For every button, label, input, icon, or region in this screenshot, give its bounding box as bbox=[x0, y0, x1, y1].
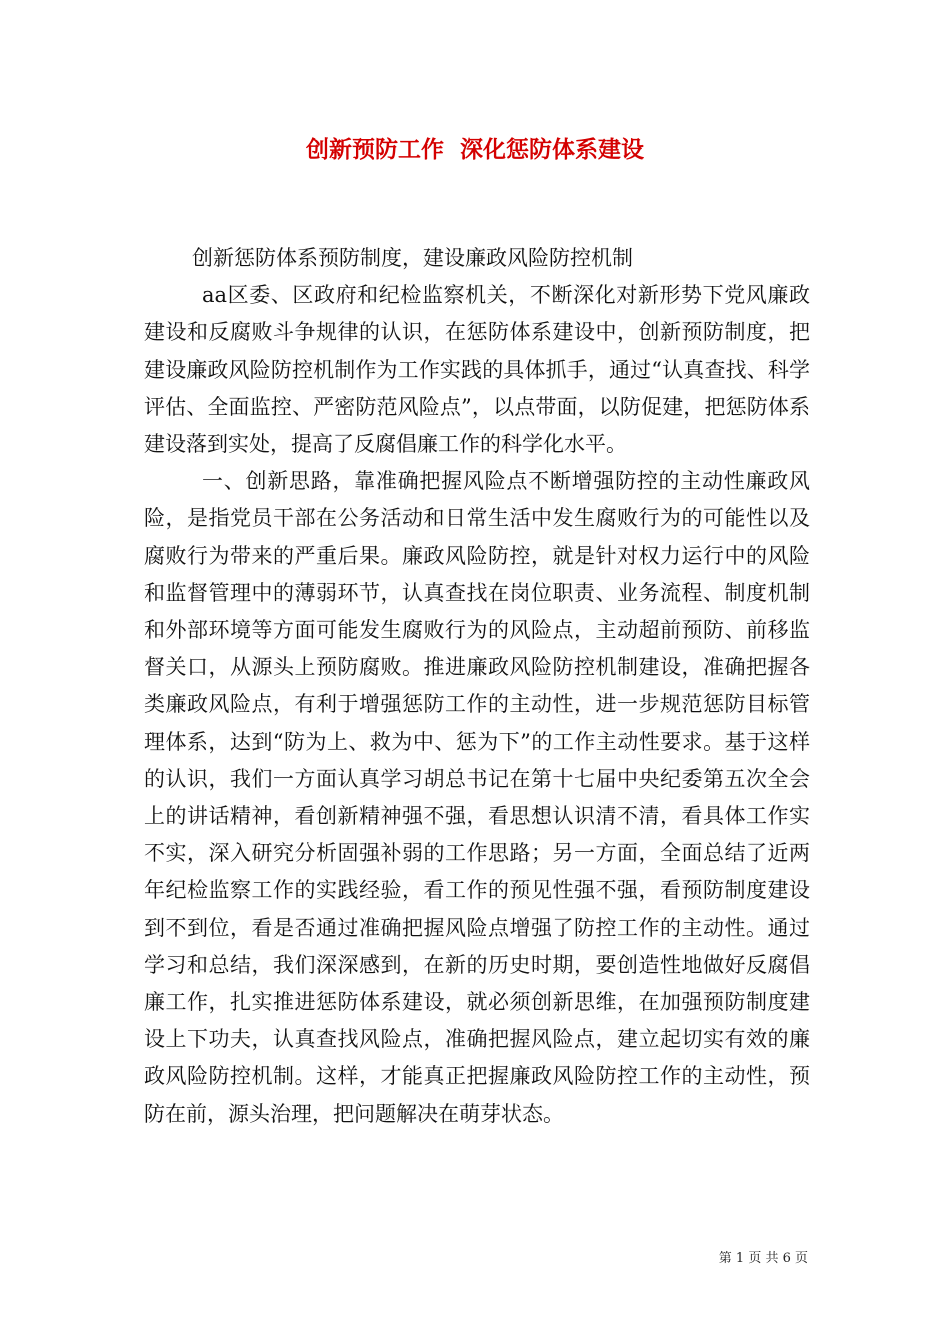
page-number-footer: 第 1 页 共 6 页 bbox=[718, 1251, 808, 1266]
document-body bbox=[144, 240, 810, 1133]
paragraph-intro: aa区委、区政府和纪检监察机关，不断深化对新形势下党风廉政建设和反腐败斗争规律的认识，在惩防体系建设中，创新预防制度，把建设廉政风险防控机制作为工作实践的具体抓手，通过“认真查找、科学评估、全面监控、严密防范风险点”，以点带面，以防促建，把惩防体系建设落到实处，提高了反腐倡廉工作的科学化水平。 bbox=[144, 283, 810, 457]
document-title: 创新预防工作 深化惩防体系建设 bbox=[305, 136, 644, 163]
paragraph-section-one: 一、创新思路，靠准确把握风险点不断增强防控的主动性廉政风险，是指党员干部在公务活动和日常生活中发生腐败行为的可能性以及腐败行为带来的严重后果。廉政风险防控，就是针对权力运行中的风险和监督管理中的薄弱环节，认真查找在岗位职责、业务流程、制度机制和外部环境等方面可能发生腐败行为的风险点，主动超前预防、前移监督关口，从源头上预防腐败。推进廉政风险防控机制建设，准确把握各类廉政风险点，有利于增强惩防工作的主动性，进一步规范惩防目标管理体系，达到“防为上、救为中、惩为下”的工作主动性要求。基于这样的认识，我们一方面认真学习胡总书记在第十七届中央纪委第五次全会上的讲话精神，看创新精神强不强，看思想认识清不清，看具体工作实不实，深入研究分析固强补弱的工作思路；另一方面，全面总结了近两年纪检监察工作的实践经验，看工作的预见性强不强，看预防制度建设到不到位，看是否通过准确把握风险点增强了防控工作的主动性。通过学习和总结，我们深深感到，在新的历史时期，要创造性地做好反腐倡廉工作，扎实推进惩防体系建设，就必须创新思维，在加强预防制度建设上下功夫，认真查找风险点，准确把握风险点，建立起切实有效的廉政风险防控机制。这样，才能真正把握廉政风险防控工作的主动性，预防在前，源头治理，把问题解决在萌芽状态。 bbox=[144, 469, 810, 1126]
paragraph-subtitle: 创新惩防体系预防制度，建设廉政风险防控机制 bbox=[192, 246, 633, 270]
